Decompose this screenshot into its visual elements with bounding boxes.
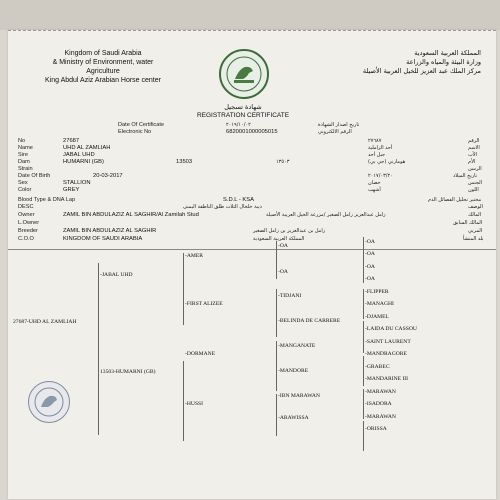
pedigree-g3: -OA <box>278 269 288 275</box>
lowner-ar-label: المالك السابق <box>453 220 483 226</box>
date-value: ٢٠١٩/١٠/٠٢ <box>226 122 251 128</box>
field-ar-label: اللون <box>468 187 479 193</box>
pedigree-g4: -MANDRAGORE <box>365 351 407 357</box>
field-ar-value: أحد الزاملية <box>368 145 393 151</box>
field-ar-value: أشهب <box>368 187 381 193</box>
pedigree-g4: -MANDARINE III <box>365 376 409 382</box>
field-label: Color <box>18 187 32 193</box>
pedigree-g3: -BELINDA DE CARRERE <box>278 318 341 324</box>
header-left-line: Kingdom of Saudi Arabia <box>64 50 142 57</box>
field-ar-value: هومارني (جي بي) <box>368 159 406 165</box>
dna-label: Blood Type & DNA Lap <box>18 197 76 203</box>
owner-ar-label: المالك <box>468 212 482 218</box>
pedigree-g4: -SAINT LAURENT <box>365 339 411 345</box>
pedigree-dam: 13503-HUMARNI (GB) <box>100 369 156 375</box>
field-ar-label: الجنس <box>468 180 483 186</box>
breeder-value: ZAMIL BIN ABDULAZIZ AL SAGHIR <box>63 228 157 234</box>
field-value: HUMARNI (GB) <box>63 159 104 165</box>
pedigree-g2: -AMER <box>185 253 204 259</box>
tree-line <box>363 321 364 353</box>
pedigree-g3: -MANDORE <box>278 368 309 374</box>
photo-background <box>0 0 500 30</box>
date-label-ar: تاريخ اصدار الشهادة <box>318 122 360 128</box>
pedigree-g4: -MANAGHI <box>365 301 394 307</box>
lowner-label: L.Owner <box>18 220 40 226</box>
field-ar-label: تاريخ الميلاد <box>453 173 478 179</box>
breeder-value-ar: زامل بن عبدالعزيز بن زامل الصغير <box>253 228 326 234</box>
horse-emblem-icon <box>221 51 267 97</box>
tree-line <box>276 289 277 337</box>
header-left-line: Agriculture <box>86 68 120 75</box>
field-label: No <box>18 138 26 144</box>
field-label: Date Of Birth <box>18 173 51 179</box>
field-label: Strain <box>18 166 33 172</box>
tree-line <box>276 341 277 391</box>
dam-number: 13503 <box>176 159 193 165</box>
field-ar-label: الاسم <box>468 145 480 151</box>
header-right-line: مركز الملك عبد العزيز للخيل العربية الأصيلة <box>362 67 481 75</box>
pedigree-g4: -OA <box>365 251 375 257</box>
header-right-line: المملكة العربية السعودية <box>414 49 481 57</box>
field-ar-label: الرسن <box>468 166 482 172</box>
tree-line <box>363 237 364 267</box>
center-logo <box>219 49 269 99</box>
pedigree-g3: -IBN MARAWAN <box>278 393 320 399</box>
date-label: Date Of Certificate <box>118 122 165 128</box>
owner-value: ZAMIL BIN ABDULAZIZ AL SAGHIR/Al Zamilah Stud <box>63 212 199 218</box>
header-right <box>311 49 481 76</box>
electronic-label-ar: الرقم الالكتروني <box>318 129 352 135</box>
tree-line <box>183 253 184 325</box>
desc-ar-label: الوصف <box>468 204 483 210</box>
tree-line <box>98 263 99 435</box>
pedigree-g4: -MARAWAN <box>365 414 396 420</box>
pedigree-g4: -OA <box>365 239 375 245</box>
field-ar-label: الرقم <box>468 138 480 144</box>
field-value: 20-03-2017 <box>93 173 123 179</box>
field-ar-label: الأب <box>468 152 477 158</box>
pedigree-horse: 27687-UHD AL ZAMLIAH <box>13 319 77 325</box>
pedigree-g3: -MANGANATE <box>278 343 316 349</box>
field-ar-value: جبل أحد <box>368 152 386 158</box>
pedigree-g4: -GRABEC <box>365 364 390 370</box>
field-value: STALLION <box>63 180 91 186</box>
tree-line <box>363 267 364 283</box>
cert-title: REGISTRATION CERTIFICATE <box>196 112 290 119</box>
breeder-label: Breeder <box>18 228 38 234</box>
field-label: Sire <box>18 152 28 158</box>
header-left-line: & Ministry of Environment, water <box>52 59 154 66</box>
breeder-ar-label: المربي <box>468 228 483 234</box>
owner-value-ar: زامل عبدالعزيز زامل الصغير /مزرعة الخيل العربية الأصيلة <box>266 212 386 218</box>
field-ar-value: حصان <box>368 180 381 186</box>
pedigree-g4: -ORISSA <box>365 426 387 432</box>
tree-line <box>276 241 277 279</box>
pedigree-g3: -TIDJANI <box>278 293 302 299</box>
tree-line <box>183 361 184 441</box>
desc-label: DESC <box>18 204 34 210</box>
field-ar-label: الأم <box>468 159 476 165</box>
dna-value: S.D.L - KSA <box>223 197 255 203</box>
tree-line <box>363 356 364 386</box>
dam-number-ar: ١٣٥٠٣ <box>276 159 290 165</box>
pedigree-g4: -OA <box>365 264 375 270</box>
field-label: Sex <box>18 180 28 186</box>
field-value: 27687 <box>63 138 80 144</box>
coo-ar-label: بلد المنشأ <box>463 236 484 242</box>
tree-line <box>363 389 364 419</box>
pedigree-g4: -FLIPPER <box>365 289 389 295</box>
stamp-horse-icon <box>29 382 69 422</box>
cert-title-ar: شهادة تسجيل <box>224 103 262 111</box>
tree-line <box>276 394 277 436</box>
coo-value-ar: المملكة العربية السعودية <box>253 236 305 242</box>
pedigree-g4: -MARAWAN <box>365 389 396 395</box>
pedigree-g3: -OA <box>278 243 288 249</box>
electronic-value: 6820001000005015 <box>226 129 278 135</box>
field-ar-value: ٢٠١٧/٠٣/٢٠ <box>368 173 393 179</box>
electronic-label: Electronic No <box>118 129 152 135</box>
field-label: Name <box>18 145 33 151</box>
desc-value: ذيبة خلخال الثلاث طلق الناطقة اليمنى <box>183 204 262 210</box>
field-label: Dam <box>18 159 30 165</box>
header-left <box>28 49 178 85</box>
pedigree-g3: -ARAWISSA <box>278 415 309 421</box>
header-right-line: وزارة البيئة والمياه والزراعة <box>406 58 481 66</box>
pedigree-g2: -FIRST ALIZEE <box>185 301 223 307</box>
stamp-logo <box>28 381 70 423</box>
pedigree-g4: -OA <box>365 276 375 282</box>
dna-ar-label: مختبر تحليل الفصائل الدم <box>428 197 482 203</box>
field-value: UHD AL ZAMLIAH <box>63 145 111 151</box>
coo-value: KINGDOM OF SAUDI ARABIA <box>63 236 143 242</box>
owner-label: Owner <box>18 212 35 218</box>
field-value: GREY <box>63 187 80 193</box>
certificate-sheet <box>8 30 496 499</box>
pedigree-g2: -HUSSI <box>185 401 204 407</box>
pedigree-g4: -DJAMEL <box>365 314 389 320</box>
pedigree-g4: -LAIDA DU CASSOU <box>365 326 417 332</box>
tree-line <box>363 421 364 451</box>
pedigree-g4: -ISADORA <box>365 401 392 407</box>
header-left-line: King Abdul Aziz Arabian Horse center <box>45 77 161 84</box>
pedigree-g2: -DORMANE <box>185 351 216 357</box>
coo-label: C.O.O <box>18 236 34 242</box>
section-divider <box>8 249 496 250</box>
tree-line <box>363 289 364 319</box>
pedigree-sire: -JABAL UHD <box>100 272 133 278</box>
field-value: JABAL UHD <box>63 152 95 158</box>
field-ar-value: ٢٧٦٨٧ <box>368 138 382 144</box>
